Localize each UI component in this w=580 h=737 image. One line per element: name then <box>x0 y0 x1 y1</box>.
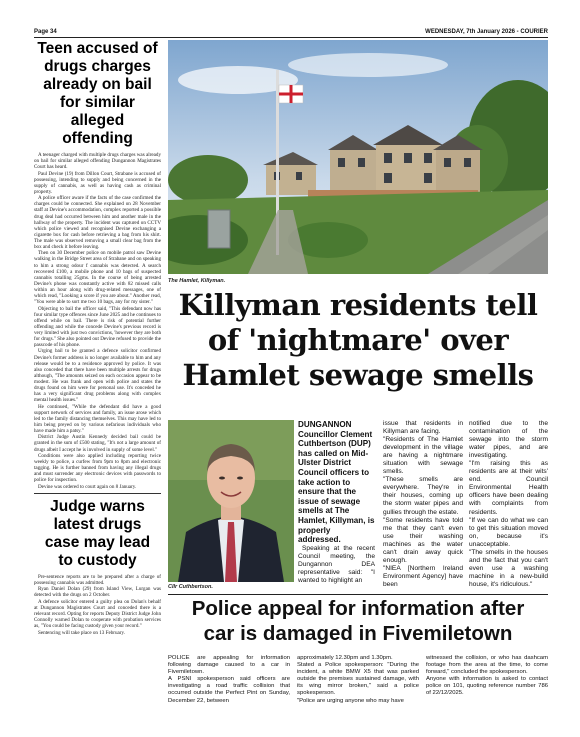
main-headline: Killyman residents tell of 'nightmare' over Hamlet sewage smells <box>178 288 538 392</box>
page-number: Page 34 <box>34 29 57 35</box>
story1-body: A teenager charged with multiple drugs charges was already on bail for similar alleged offending Dungannon Magistrates Court has heard. Paul Devine (19) from Dillon Court, Strabane is accused of possessing, intending to supply and being concerned in the supply of cannabis, as well as having cash as criminal property. A police officer aware if the facts of the case confirmed the charges could be connected. She explained on 28 November staff at Devine's accommodation, complex reported a possible drug deal had occurred between him and another male in the hallway of the property. The incident was captured on CCTV which police viewed and recognised Devine exchanging a cigarette box for cash before retrieving a bag from his shirt. The male was observed removing a small clear bag from the box and check it before leaving. Then on 30 December police on mobile patrol saw Devine walking in the Bridge Street area of Strabane and on speaking to him a strong odour f cannabis was detected. A search recovered £100, a mobile phone and 10 bags of suspected cannabis totalling 25gms. In the course of being arrested Devine's phone was constantly active with 82 missed calls within an hour along with drug-related messages, one of which read, "Looking a score if you are about." Another read, "You were able to sort me two 10 bags, any for my sister." Objecting to bail the officer said, "This defendant now has four similar type offences since June 2025 and he continues to offend while on bail. There is risk of potential further offending and while the concede Devine's previous record is very limited with just two convictions, 'however they are both for drugs." She also pointed out Devine refused to provide the passcode of his phone. Urging bail to be granted a defence solicitor confirmed Devine's former address is no longer available to him and any release would be to a residence approved by police. It was also conceded that there have been multiple arrests for drugs although, "The amounts seized on each occasion appear to be modest. He was frank and open with police and states the drugs found on him were for personal use. It's conceded he has a very significant drug problems along with complex mental health issues." He continued, "While the defendant did have a good support network of services and family, an issue arose which led to the family distancing themselves. This may have led to him being preyed on by various nefarious individuals who have made him a patsy." District Judge Austin Kennedy decided bail could be granted in the sum of £500 stating, "It's not a large amount of drugs albeit I accept he is involved in supply of some level." Conditions were also applied including reporting twice weekly to police, a curfew from 9pm to 8pm and electronic tagging. He is further banned from having any illegal drugs and must surrender any electronic devices with passwords to police for inspection. Devine was ordered to court again on 8 January. <box>34 152 161 490</box>
story4-col1: POLICE are appealing for information following damage caused to a car in Fivemiletown. A PSNI spokesperson said officers are investigating a road traffic collision that occurred outside the Perfect Pint on Sunday, December 22, between <box>168 655 290 704</box>
left-column <box>34 40 161 636</box>
date-line: WEDNESDAY, 7th January 2026 - COURIER <box>425 29 548 35</box>
councillor-portrait <box>168 420 294 582</box>
story4-rule <box>168 594 548 595</box>
header-rule <box>34 37 548 38</box>
story2-headline: Judge warns latest drugs case may lead to custody <box>44 497 151 569</box>
story2-body: Pre-sentence reports are to be prepared after a charge of possessing cannabis was admitted. Ryan Daniel Dolan (29) from Island View, Lurgan was detected with the drugs on 2 October. A defence solicitor entered a guilty plea on Dolan's behalf at Dungannon Magistrates Court and conceded there is a relevant record. Opting for reports Deputy District Judge John Connolly warned Dolan to cooperate with probation services as, "You could be facing custody given your record." Sentencing will take place on 13 February. <box>34 573 161 636</box>
story1-headline: Teen accused of drugs charges already on bail for similar alleged offending <box>37 40 158 147</box>
main-story-col3: notified due to the contamination of the sewage into the storm water pipes, and are investigating. "I'm raising this as residents are at their wits' end. Council Environmental Health officers have been dealing with complaints from residents. "If we can do what we can to get this situation moved on, because it's unacceptable. "The smells in the houses and the fact that you can't even use a washing machine in a new-build house, it's ridiculous." <box>469 420 548 588</box>
main-story-col2: issue that residents in Killyman are facing. "Residents of The Hamlet development in the village are having a nightmare situation with sewage smells. "These smells are everywhere. They're in their houses, coming up the storm water pipes and gullies through the estate. "Some residents have told me that they can't even use their washing machines as the water can't drain away quick enough. "NIEA [Northern Ireland Environment Agency] have been <box>383 420 463 588</box>
story-divider <box>34 493 161 494</box>
hamlet-photo <box>168 40 548 274</box>
story4-col2: approximately 12.30pm and 1.30pm. Stated a Police spokesperson: "During the incident, a white BMW X5 that was parked outside the premises sustained damage, with its wing mirror broken," said a police spokesperson. "Police are urging anyone who may have <box>297 655 419 704</box>
story4-headline: Police appeal for information after car is damaged in Fivemiletown <box>191 597 525 645</box>
portrait-caption: Cllr Cuthbertson. <box>168 584 213 590</box>
story4-col3: witnessed the collision, or who has dashcam footage from the area at the time, to come forward," concluded the spokesperson. Anyone with information is asked to contact police on 101, quoting reference number 786 of 22/12/2025. <box>426 655 548 697</box>
main-story-col1: DUNGANNON Councillor Clement Cuthbertson (DUP) has called on Mid-Ulster District Council officers to take action to ensure that the issue of sewage smells at The Hamlet, Killyman, is properly addressed. Speaking at the recent Council meeting, the Dungannon DEA representative said: "I wanted to highlight an <box>298 420 375 584</box>
hamlet-photo-caption: The Hamlet, Killyman. <box>168 278 226 284</box>
